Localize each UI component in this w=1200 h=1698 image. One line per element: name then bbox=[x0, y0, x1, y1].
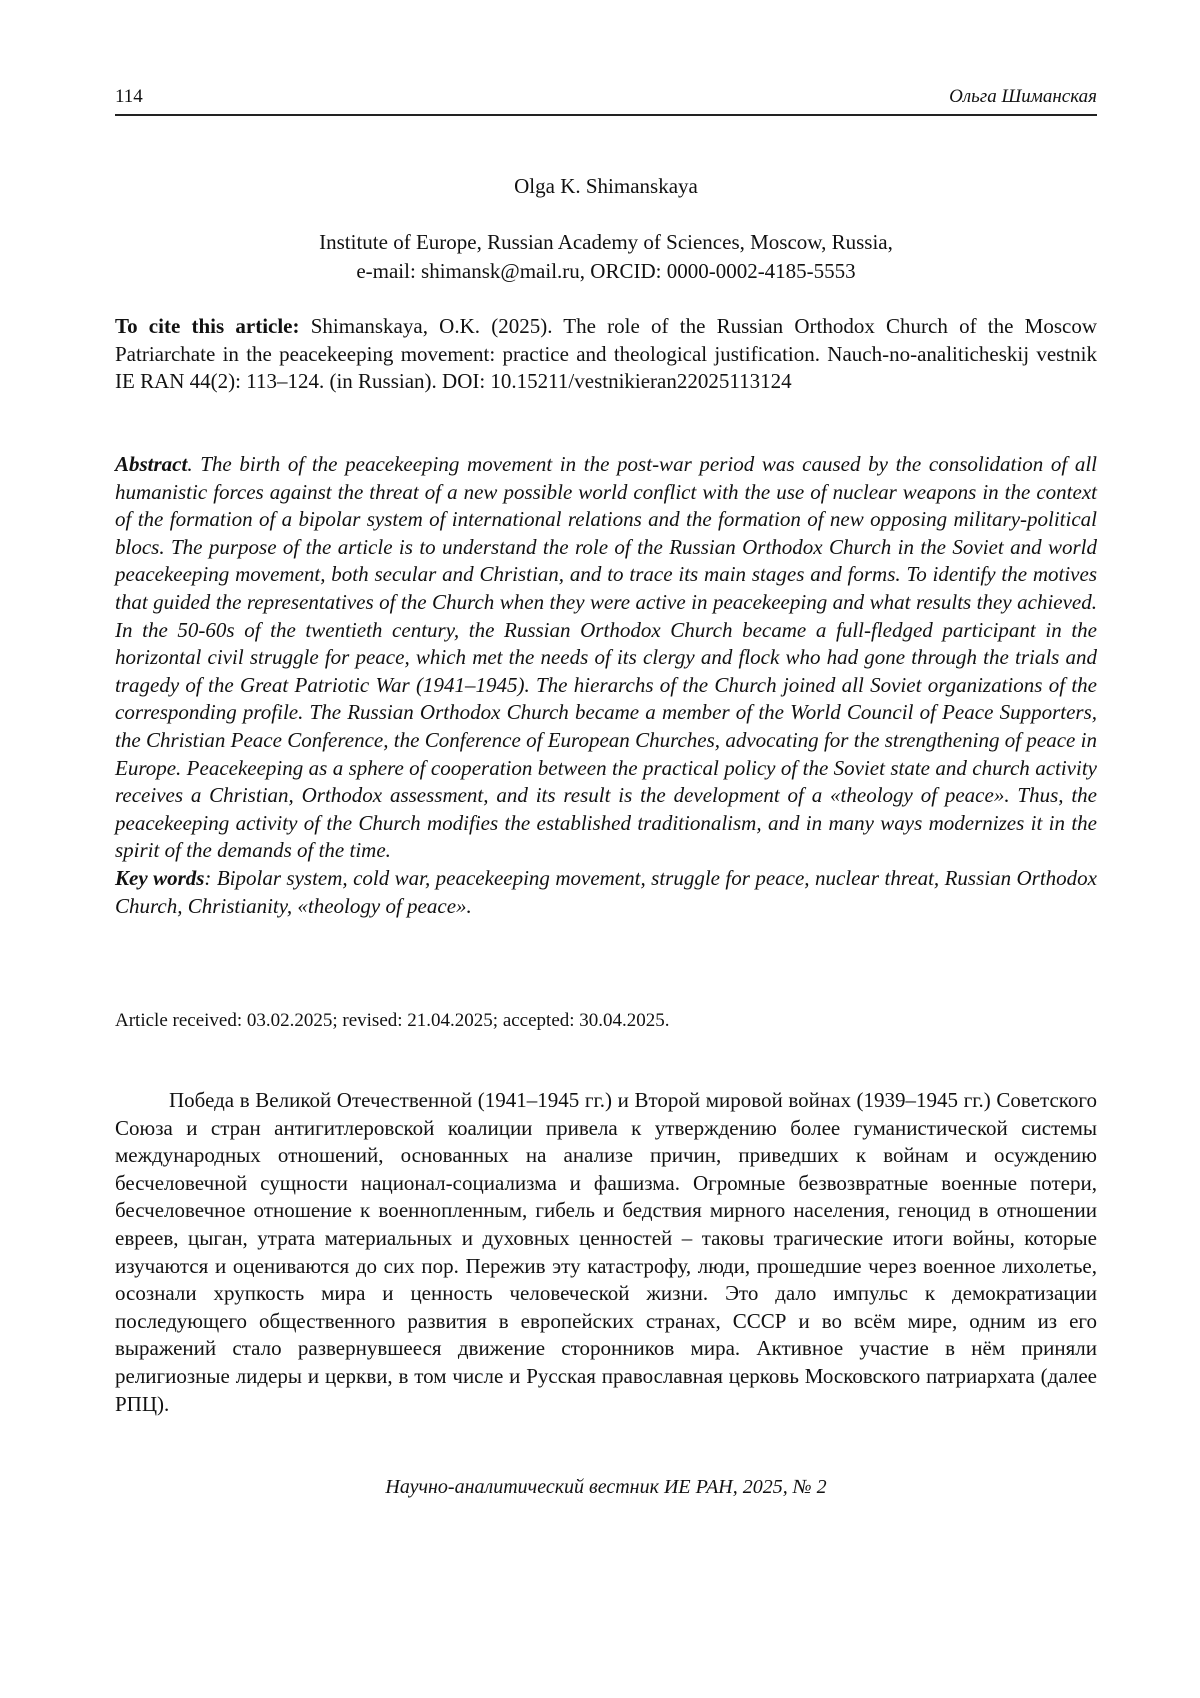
page-number: 114 bbox=[115, 86, 143, 107]
affiliation bbox=[115, 228, 1097, 286]
abstract-block bbox=[115, 451, 1097, 920]
abstract-text: . The birth of the peacekeeping movement in the post-war period was caused by the consolidation of all humanistic forces against the threat of a new possible world conflict with the use of nuclear weapons in the context of the formation of a bipolar system of international relations and the formation of new opposing military-political blocs. The purpose of the article is to understand the role of the Russian Orthodox Church in the Soviet and world peacekeeping movement, both secular and Christian, and to trace its main stages and forms. To identify the motives that guided the representatives of the Church when they were active in peacekeeping and what results they achieved. In the 50-60s of the twentieth century, the Russian Orthodox Church became a full-fledged participant in the horizontal civil struggle for peace, which met the needs of its clergy and flock who had gone through the trials and tragedy of the Great Patriotic War (1941–1945). The hierarchs of the Church joined all Soviet organizations of the corresponding profile. The Russian Orthodox Church became a member of the World Council of Peace Supporters, the Christian Peace Conference, the Conference of European Churches, advocating for the strengthening of peace in Europe. Peacekeeping as a sphere of cooperation between the practical policy of the Soviet state and church activity receives a Christian, Orthodox assessment, and its result is the development of a «theology of peace». Thus, the peacekeeping activity of the Church modifies the established traditionalism, and in many ways modernizes it in the spirit of the demands of the time. bbox=[115, 452, 1097, 863]
citation-label: To cite this article: bbox=[115, 314, 300, 338]
abstract-label: Abstract bbox=[115, 452, 188, 476]
citation-text: Shimanskaya, O.K. (2025). The role of the Russian Orthodox Church of the Moscow Patriarchate in the peacekeeping movement: practice and theological justification. Nauch-no-analiticheskij vestnik IE RAN 44(2): 113–124. (in Russian). DOI: 10.15211/vestnikieran22025113124 bbox=[115, 314, 1097, 394]
citation-block bbox=[115, 313, 1097, 396]
body-paragraph: Победа в Великой Отечественной (1941–1945 гг.) и Второй мировой войнах (1939–1945 гг.) Советского Союза и стран антигитлеровской коалиции привела к утверждению более гуманистической системы международных отношений, основанных на анализе причин, приведших к войнам и осуждению бесчеловечной сущности национал-социализма и фашизма. Огромные безвозвратные военные потери, бесчеловечное отношение к военнопленным, гибель и бедствия мирного населения, геноцид в отношении евреев, цыган, утрата материальных и духовных ценностей – таковы трагические итоги войны, которые изучаются и оцениваются до сих пор. Пережив эту катастрофу, люди, прошедшие через военное лихолетье, осознали хрупкость мира и ценность человеческой жизни. Это дало импульс к демократизации последующего общественного развития в европейских странах, СССР и во всём мире, одним из его выражений стало развернувшееся движение сторонников мира. Активное участие в нём приняли религиозные лидеры и церкви, в том числе и Русская православная церковь Московского патриархата (далее РПЦ). bbox=[115, 1088, 1097, 1416]
affiliation-line-1: Institute of Europe, Russian Academy of Sciences, Moscow, Russia, bbox=[319, 230, 893, 254]
affiliation-line-2: e-mail: shimansk@mail.ru, ORCID: 0000-0002-4185-5553 bbox=[356, 259, 856, 283]
journal-footer: Научно-аналитический вестник ИЕ РАН, 2025, № 2 bbox=[385, 1476, 827, 1498]
running-header bbox=[115, 86, 1097, 116]
running-author: Ольга Шиманская bbox=[949, 86, 1097, 107]
article-dates: Article received: 03.02.2025; revised: 21.04.2025; accepted: 30.04.2025. bbox=[115, 1010, 670, 1031]
author-name: Olga K. Shimanskaya bbox=[514, 174, 698, 198]
keywords-text: : Bipolar system, cold war, peacekeeping movement, struggle for peace, nuclear threat, Russian Orthodox Church, Christianity, «theology of peace». bbox=[115, 865, 1097, 918]
keywords-label: Key words bbox=[115, 865, 205, 890]
